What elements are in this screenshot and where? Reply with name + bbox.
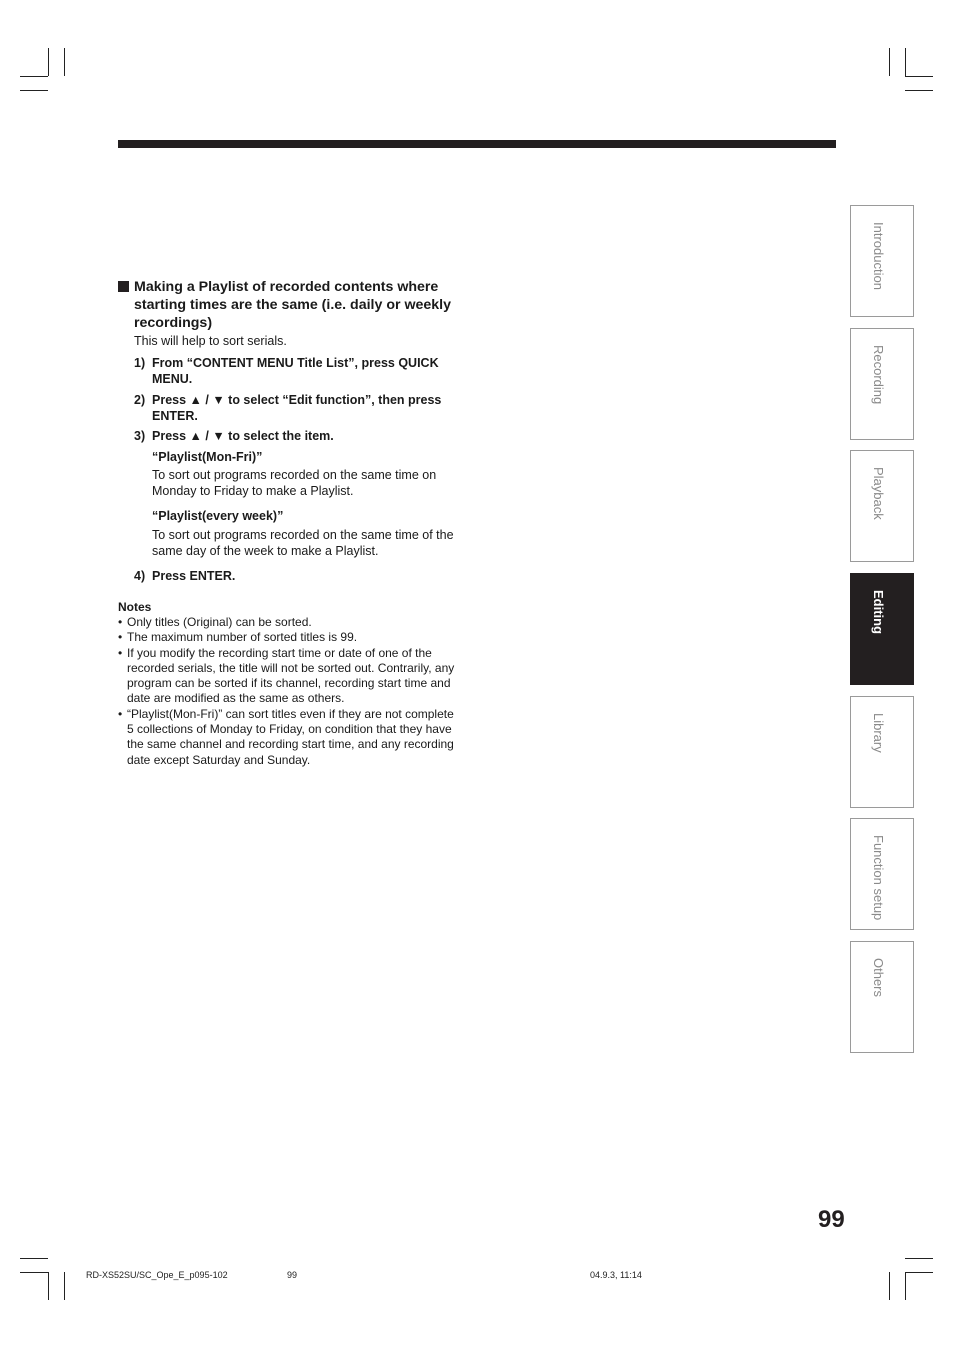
footer-timestamp: 04.9.3, 11:14	[590, 1270, 642, 1280]
step-number: 2)	[134, 393, 146, 407]
list-item	[118, 615, 463, 630]
tab-introduction[interactable]	[850, 205, 914, 317]
tab-label: Function setup	[871, 835, 886, 921]
tab-label: Playback	[871, 467, 886, 520]
note-text: If you modify the recording start time or date of one of the recorded serials, the title will not be sorted out. Contrarily, any program can be sorted if its channel, recording start time and date are modified as the same as others.	[127, 645, 455, 706]
footer-file: RD-XS52SU/SC_Ope_E_p095-102	[86, 1270, 228, 1280]
step-number: 3)	[134, 429, 146, 443]
bullet: •	[118, 615, 123, 629]
tab-label: Recording	[871, 345, 886, 405]
section-heading-text: Making a Playlist of recorded contents where starting times are the same (i.e. daily or weekly recordings)	[134, 279, 451, 331]
list-item	[118, 630, 463, 645]
notes-title: Notes	[118, 600, 152, 614]
option-title: “Playlist(Mon-Fri)”	[152, 450, 263, 464]
step-2	[134, 392, 469, 424]
tab-label: Others	[871, 958, 886, 998]
tab-editing[interactable]	[850, 573, 914, 685]
bullet: •	[118, 645, 123, 660]
note-text: Only titles (Original) can be sorted.	[127, 615, 312, 629]
tab-others[interactable]	[850, 941, 914, 1053]
list-item	[118, 646, 463, 707]
step-4	[134, 568, 469, 584]
tab-library[interactable]	[850, 696, 914, 808]
list-item	[118, 707, 463, 768]
step-text: Press ENTER.	[152, 569, 236, 583]
step-number: 4)	[134, 569, 146, 583]
tab-label: Introduction	[871, 222, 886, 290]
footer-page: 99	[287, 1270, 298, 1280]
header-rule	[118, 140, 836, 148]
page-number: 99	[818, 1206, 845, 1233]
notes-list	[118, 615, 463, 768]
bullet: •	[118, 706, 123, 721]
step-text: Press ▲ / ▼ to select “Edit function”, then press ENTER.	[152, 393, 442, 423]
bullet: •	[118, 630, 123, 645]
tab-recording[interactable]	[850, 328, 914, 440]
tab-label: Editing	[871, 590, 886, 635]
note-text: The maximum number of sorted titles is 99.	[127, 630, 358, 645]
option-description: To sort out programs recorded on the same time of the same day of the week to make a Playlist.	[152, 528, 454, 558]
option-description: To sort out programs recorded on the same time on Monday to Friday to make a Playlist.	[152, 468, 437, 498]
step-3	[134, 428, 469, 444]
section-intro: This will help to sort serials.	[134, 334, 287, 348]
square-bullet-icon	[118, 281, 129, 292]
section-heading	[118, 278, 468, 332]
step-text: Press ▲ / ▼ to select the item.	[152, 429, 334, 443]
note-text: “Playlist(Mon-Fri)” can sort titles even if they are not complete 5 collections of Monday to Friday, on condition that they have the same channel and recording start time, and any recording date except Saturday and Sunday.	[127, 706, 454, 767]
tab-label: Library	[871, 713, 886, 753]
tab-function-setup[interactable]	[850, 818, 914, 930]
step-number: 1)	[134, 356, 146, 370]
step-1	[134, 355, 469, 387]
option-title: “Playlist(every week)”	[152, 509, 284, 523]
tab-playback[interactable]	[850, 450, 914, 562]
step-text: From “CONTENT MENU Title List”, press QUICK MENU.	[152, 356, 439, 386]
